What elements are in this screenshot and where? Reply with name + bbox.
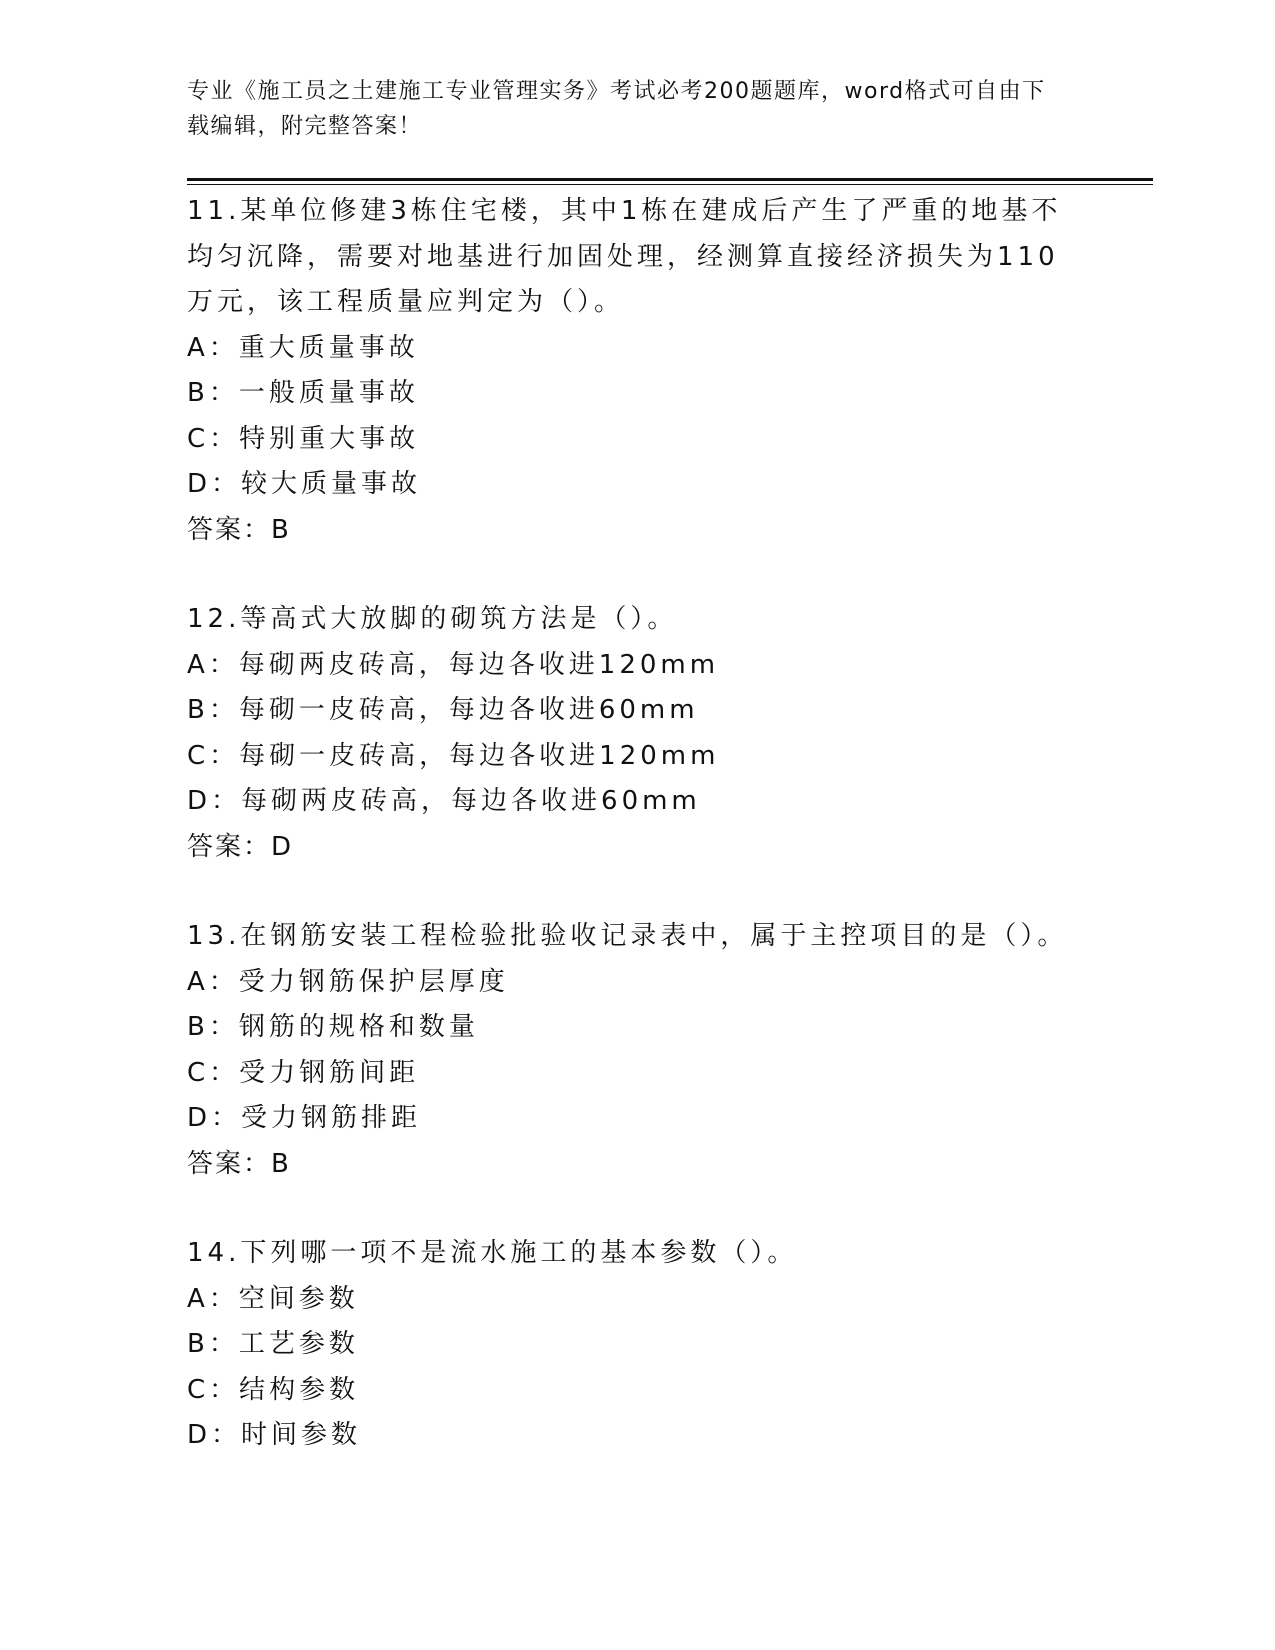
question-13	[187, 914, 1087, 1187]
answer: 答案：D	[187, 831, 294, 862]
option-d: D：每砌两皮砖高，每边各收进60mm	[187, 786, 701, 816]
option-c: C：结构参数	[187, 1374, 360, 1405]
question-stem: 12.等高式大放脚的砌筑方法是（）。	[187, 604, 678, 634]
question-stem: 11.某单位修建3栋住宅楼，其中1栋在建成后产生了严重的地基不均匀沉降，需要对地基进行加固处理，经测算直接经济损失为110万元，该工程质量应判定为（）。	[187, 196, 1062, 317]
document-header: 专业《施工员之土建施工专业管理实务》考试必考200题题库，word格式可自由下载编辑，附完整答案！	[187, 79, 1046, 139]
option-b: B：每砌一皮砖高，每边各收进60mm	[187, 695, 699, 725]
question-12	[187, 597, 1087, 870]
question-stem: 13.在钢筋安装工程检验批验收记录表中，属于主控项目的是（）。	[187, 921, 1068, 951]
option-b: B：一般质量事故	[187, 378, 419, 408]
header-divider-thin	[187, 184, 1153, 185]
question-11	[187, 189, 1087, 553]
option-c: C：每砌一皮砖高，每边各收进120mm	[187, 740, 720, 771]
answer: 答案：B	[187, 514, 291, 545]
option-c: C：受力钢筋间距	[187, 1057, 420, 1088]
question-14	[187, 1231, 1087, 1459]
option-b: B：工艺参数	[187, 1329, 359, 1359]
answer: 答案：B	[187, 1148, 291, 1179]
question-stem: 14.下列哪一项不是流水施工的基本参数（）。	[187, 1238, 798, 1268]
option-a: A：受力钢筋保护层厚度	[187, 966, 509, 997]
option-c: C：特别重大事故	[187, 423, 420, 454]
option-d: D：较大质量事故	[187, 469, 422, 499]
option-a: A：空间参数	[187, 1283, 359, 1314]
question-list	[187, 189, 1087, 1503]
option-d: D：受力钢筋排距	[187, 1103, 422, 1133]
option-d: D：时间参数	[187, 1420, 362, 1450]
option-a: A：重大质量事故	[187, 332, 419, 363]
option-b: B：钢筋的规格和数量	[187, 1012, 479, 1042]
option-a: A：每砌两皮砖高，每边各收进120mm	[187, 649, 720, 680]
header-divider-thick	[187, 178, 1153, 181]
